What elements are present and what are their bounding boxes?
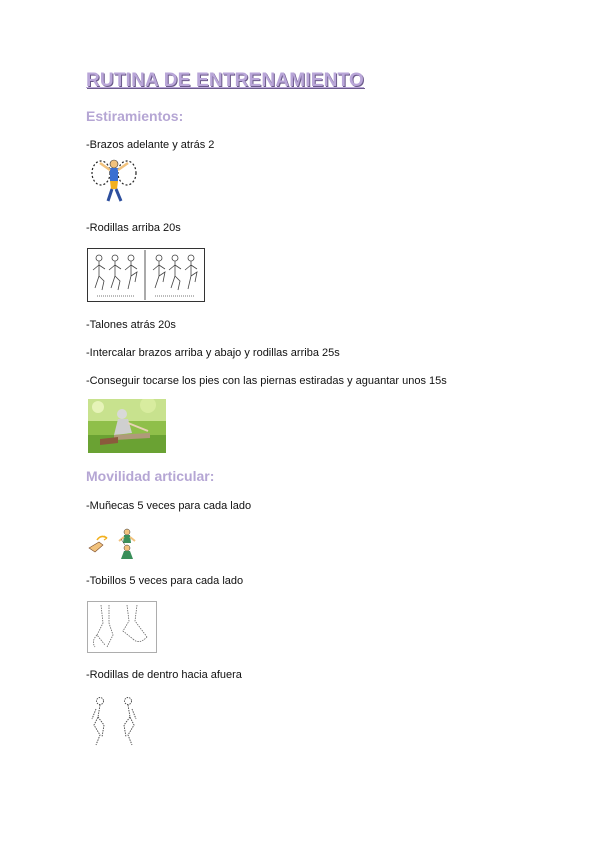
knee-rotation-illustration xyxy=(88,695,144,749)
wrist-rotation-illustration xyxy=(87,526,139,560)
exercise-toe-touch: -Conseguir tocarse los pies con las piernas estiradas y aguantar unos 15s xyxy=(86,375,447,387)
exercise-arms: -Brazos adelante y atrás 2 xyxy=(86,139,215,151)
exercise-ankles: -Tobillos 5 veces para cada lado xyxy=(86,575,244,587)
exercise-heels-back: -Talones atrás 20s xyxy=(86,319,176,331)
section-heading-estiramientos: Estiramientos: xyxy=(86,108,184,124)
section-heading-movilidad: Movilidad articular: xyxy=(86,468,215,484)
arm-circles-illustration xyxy=(88,155,140,205)
knees-up-illustration xyxy=(87,248,205,302)
exercise-knees-rotation: -Rodillas de dentro hacia afuera xyxy=(86,669,242,681)
document-title: RUTINA DE ENTRENAMIENTO xyxy=(86,70,364,91)
exercise-arms-knees-alternate: -Intercalar brazos arriba y abajo y rodillas arriba 25s xyxy=(86,347,340,359)
toe-touch-photo xyxy=(88,399,166,453)
exercise-knees-up: -Rodillas arriba 20s xyxy=(86,222,181,234)
exercise-wrists: -Muñecas 5 veces para cada lado xyxy=(86,500,252,512)
ankle-rotation-illustration xyxy=(87,601,157,653)
